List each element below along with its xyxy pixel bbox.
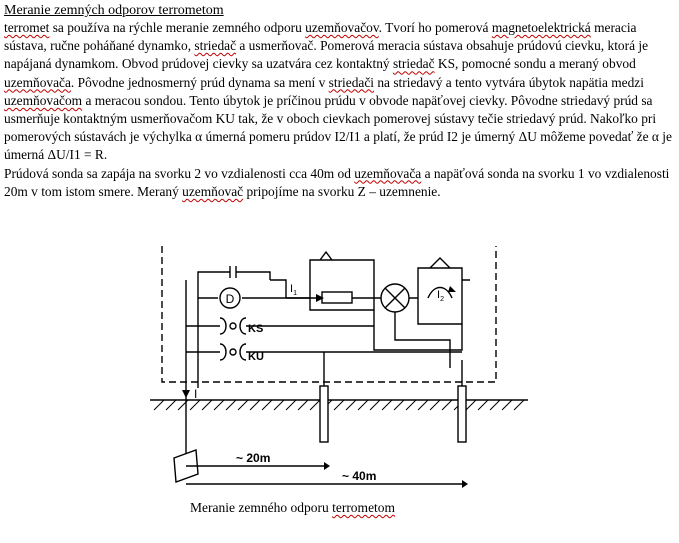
current-probe <box>458 386 466 442</box>
capacitor-symbol <box>198 266 270 280</box>
label-I2: $I_2$ <box>437 289 444 303</box>
current-coil-housing <box>310 252 374 310</box>
contact-switch-KS <box>186 318 374 334</box>
document-body <box>4 2 676 201</box>
spellcheck-word: uzemňovača <box>354 165 422 181</box>
text-run: Prúdová sonda sa zapája na svorku 2 vo vzdialenosti cca 40m od <box>4 165 355 181</box>
instrument-housing-dashed <box>162 246 496 382</box>
voltage-probe <box>320 386 328 442</box>
spellcheck-word: magnetoelektrická <box>491 20 591 35</box>
document-title: Meranie zemných odporov terrometom <box>4 3 224 18</box>
ground-hatching <box>154 400 524 410</box>
text-run: sa používa na rýchle meranie zemného odporu <box>49 20 306 35</box>
label-I1: $I_1$ <box>290 283 297 297</box>
spellcheck-word: terromet <box>4 20 50 35</box>
label-20m: ~ 20m <box>236 451 271 465</box>
caption-prefix: Meranie zemného odporu <box>190 500 333 515</box>
text-run: na striedavý a tento vytvára úbytok napätia medzi <box>374 74 644 90</box>
label-KS: KS <box>248 323 264 335</box>
paragraph-description <box>4 19 676 165</box>
figure-caption <box>190 500 395 516</box>
paragraph-connection <box>4 165 676 201</box>
spellcheck-word: uzemňovača <box>4 74 71 90</box>
spellcheck-word: uzemňovač <box>182 183 244 199</box>
text-run: a napäťová sonda na svorku 1 vo vzdialenosti 20m v tom istom smere. Meraný <box>4 165 670 199</box>
terrometer-circuit-diagram <box>150 240 530 505</box>
spellcheck-word: uzemňovačom <box>4 92 83 108</box>
text-run: . Pôvodne jednosmerný prúd dynama sa mení v <box>70 74 329 90</box>
text-run: meracia sústava, ručne poháňané dynamko, <box>4 20 637 54</box>
label-I: I <box>194 387 198 401</box>
spellcheck-word: striedač <box>392 56 435 72</box>
left-wiring <box>186 280 198 388</box>
text-run: a usmerňovač. Pomerová meracia sústava obsahuje prúdovú cievku, ktorá je napájaná dynamkom. Obvod prúdovej cievky sa uzatvára cez kontaktný <box>4 38 649 72</box>
label-40m: ~ 40m <box>342 469 377 483</box>
text-run: KS, pomocné sondu a meraný obvod <box>434 56 636 72</box>
label-D: D <box>225 292 235 306</box>
spellcheck-word: striedači <box>328 74 375 90</box>
spellcheck-word: uzemňovačov <box>305 20 379 35</box>
caption-word: terrometom <box>332 500 396 515</box>
text-run: pripojíme na svorku Z – uzemnenie. <box>243 183 441 199</box>
label-KU: KU <box>248 351 264 363</box>
text-run: . Tvorí ho pomerová <box>378 20 492 35</box>
spellcheck-word: striedač <box>194 38 237 54</box>
current-coil-resistor <box>322 292 352 303</box>
text-run: a meracou sondou. Tento úbytok je príčinou prúdu v obvode napäťovej cievky. Pôvodne striedavý prúd sa usmerňuje kontaktným usmerňovačom KU tak, že v oboch cievkach pomerovej sústavy tečie striedavý prúd. Nakoľko pri pomerových sústavách je výchylka α úmerná pomeru prúdov I2/I1 a platí, že prúd I2 je úmerný ΔU môžeme povedať že α je úmerná ΔU/I1 = R. <box>4 92 672 163</box>
